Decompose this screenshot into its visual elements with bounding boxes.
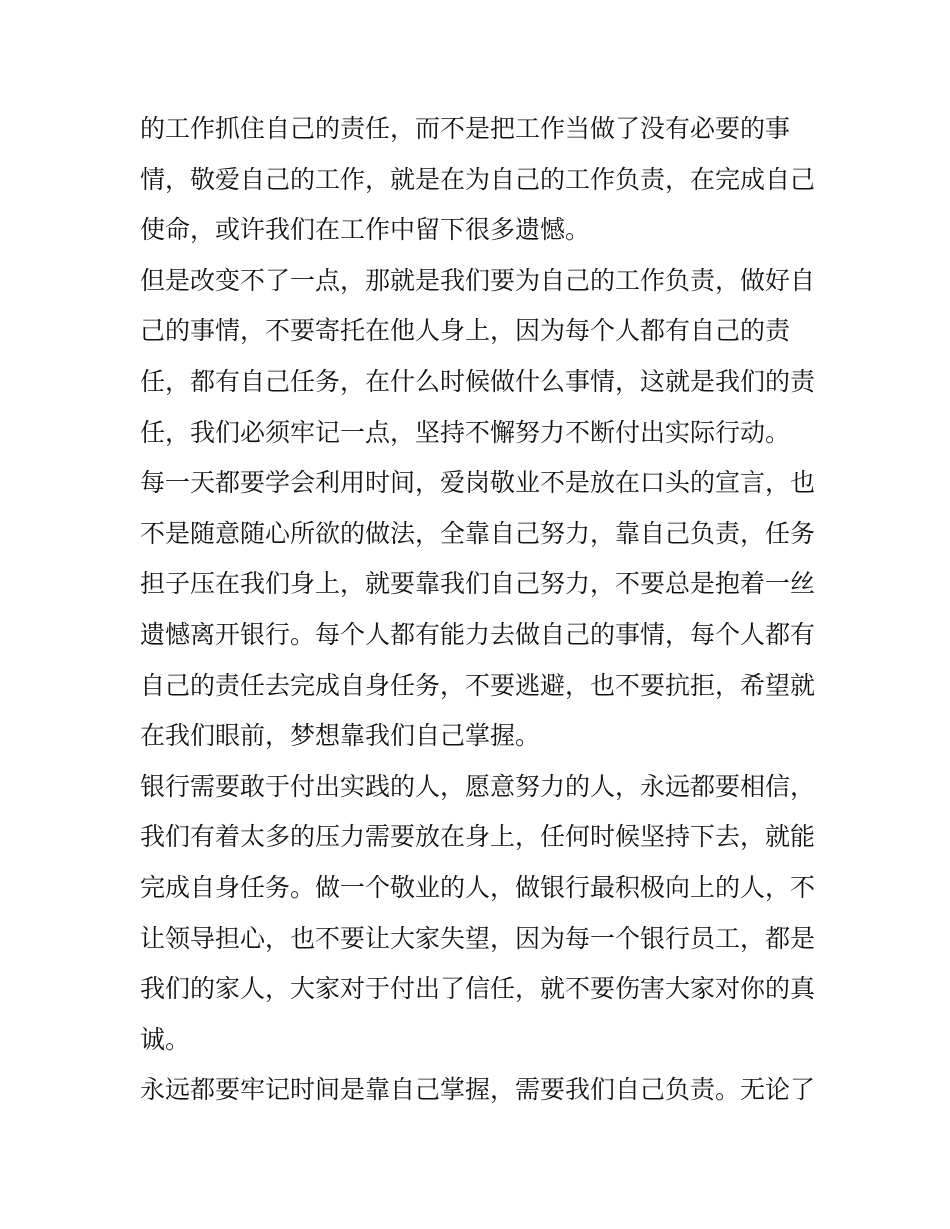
body-text: [140, 104, 820, 1116]
text-line: 情，敬爱自己的工作，就是在为自己的工作负责，在完成自己: [140, 164, 816, 194]
text-line: 任，都有自己任务，在什么时候做什么事情，这就是我们的责: [140, 366, 816, 396]
text-line: 但是改变不了一点，那就是我们要为自己的工作负责，做好自: [140, 265, 816, 295]
text-line: 每一天都要学会利用时间，爱岗敬业不是放在口头的宣言，也: [140, 468, 816, 498]
text-line: 不是随意随心所欲的做法，全靠自己努力，靠自己负责，任务: [140, 518, 816, 548]
text-line: 诚。: [140, 1024, 191, 1054]
text-line: 使命，或许我们在工作中留下很多遗憾。: [140, 215, 591, 245]
text-line: 自己的责任去完成自身任务，不要逃避，也不要抗拒，希望就: [140, 670, 816, 700]
text-line: 完成自身任务。做一个敬业的人，做银行最积极向上的人，不: [140, 872, 816, 902]
text-line: 的工作抓住自己的责任，而不是把工作当做了没有必要的事: [140, 114, 791, 143]
text-line: 担子压在我们身上，就要靠我们自己努力，不要总是抱着一丝: [140, 569, 816, 599]
text-line: 己的事情，不要寄托在他人身上，因为每个人都有自己的责: [140, 316, 791, 346]
text-line: 让领导担心，也不要让大家失望，因为每一个银行员工，都是: [140, 923, 816, 953]
text-line: 银行需要敢于付出实践的人，愿意努力的人，永远都要相信，: [140, 771, 816, 801]
text-line: 在我们眼前，梦想靠我们自己掌握。: [140, 721, 541, 751]
text-line: 我们有着太多的压力需要放在身上，任何时候坚持下去，就能: [140, 822, 816, 852]
text-line: 遗憾离开银行。每个人都有能力去做自己的事情，每个人都有: [140, 619, 816, 649]
text-line: 任，我们必须牢记一点，坚持不懈努力不断付出实际行动。: [140, 417, 791, 447]
text-line: 我们的家人，大家对于付出了信任，就不要伤害大家对你的真: [140, 974, 816, 1004]
text-line: 永远都要牢记时间是靠自己掌握，需要我们自己负责。无论了: [140, 1075, 816, 1105]
